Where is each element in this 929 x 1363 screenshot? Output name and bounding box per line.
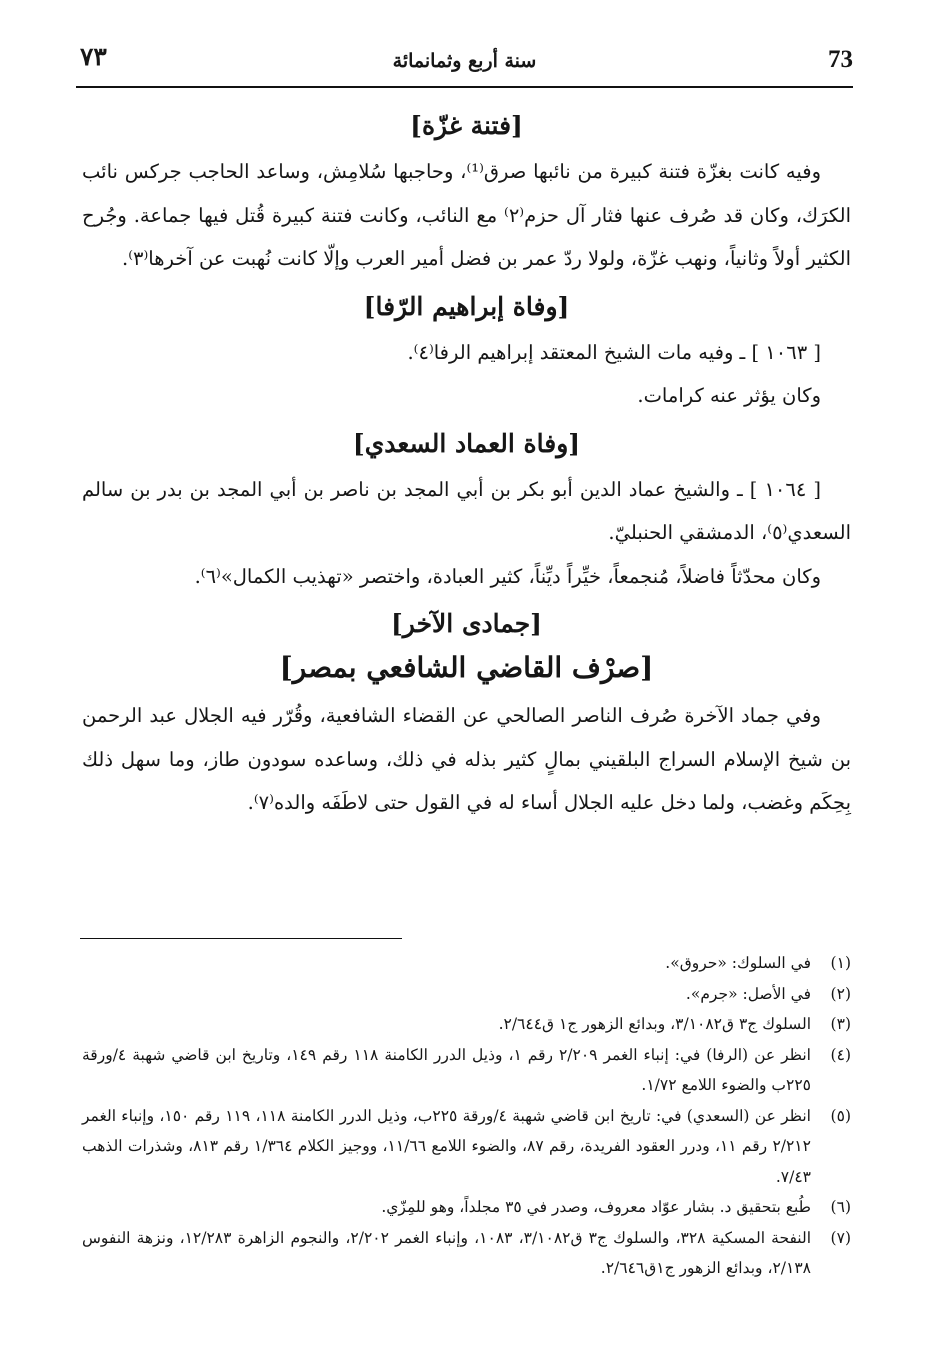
paragraph-ibrahim: وكان يؤثر عنه كرامات. — [637, 384, 821, 407]
footnote-number: (١) — [830, 954, 851, 972]
entry-1064: [ ١٠٦٤ ] ـ والشيخ عماد الدين أبو بكر بن أبي المجد بن ناصر بن أبي المجد بن بدر بن سالم السعدي⁽٥⁾، الدمشقي الحنبليّ. — [82, 477, 851, 544]
footnote-number: (٢) — [830, 984, 851, 1003]
footnote-text: انظر عن (الرفا) في: إنباء الغمر ٢/٢٠٩ رقم ١، وذيل الدرر الكامنة ١١٨ رقم ١٤٩، وتاريخ ابن قاضي شهبة ٤/ورقة ٢٢٥ب والضوء اللامع ١/٧٢. — [82, 1045, 811, 1094]
footnote-number: (٤) — [830, 1045, 851, 1064]
footnote-text: انظر عن (السعدي) في: تاريخ ابن قاضي شهبة ٤/ورقة ٢٢٥ب، وذيل الدرر الكامنة ١١٨، ١١٩ رقم ١٥٠، وإنباء الغمر ٢/٢١٢ رقم ١١، ودرر العقود الفريدة، رقم ٨٧، والضوء اللامع ١١/٦٦، ووجيز الكلام ١/٣٦٤ رقم ٨١٣، وشذرات الذهب ٧/٤٣. — [82, 1106, 811, 1186]
footnote-number: (٧) — [830, 1228, 851, 1247]
footnote-rule — [80, 938, 402, 939]
footnote — [82, 1009, 851, 1040]
section-heading-qadi: [صرْف القاضي الشافعي بمصر] — [279, 651, 654, 684]
page-number-arabic: ٧٣ — [80, 42, 107, 71]
footnote-text: طُبع بتحقيق د. بشار عوّاد معروف، وصدر في ٣٥ مجلداً، وهو للمِزّي. — [381, 1198, 811, 1216]
running-title: سنة أربع وثمانمائة — [392, 50, 537, 72]
section-heading-ibrahim: [وفاة إبراهيم الرّفا] — [363, 291, 570, 321]
paragraph-imad: وكان محدّثاً فاضلاً، مُنجمعاً، خيِّراً ديِّناً، كثير العبادة، واختصر «تهذيب الكمال»⁽٦⁾. — [194, 564, 821, 588]
header-rule — [76, 86, 853, 88]
footnote — [82, 1040, 851, 1101]
month-heading: [جمادى الآخر] — [390, 609, 543, 638]
section-heading-gaza: [فتنة غزّة] — [410, 111, 523, 140]
section-heading-imad: [وفاة العماد السعدي] — [352, 428, 581, 458]
entry-1063: [ ١٠٦٣ ] ـ وفيه مات الشيخ المعتقد إبراهيم الرفا⁽٤⁾. — [407, 340, 821, 364]
footnote-number: (٣) — [830, 1015, 851, 1033]
footnote-text: السلوك ج٣ ق٣/١٠٨٢، وبدائع الزهور ج١ ق٢/٦٤٤. — [498, 1015, 811, 1033]
footnotes — [82, 948, 851, 1284]
page-header — [76, 42, 853, 86]
main-text — [82, 100, 851, 825]
footnote-number: (٦) — [830, 1198, 851, 1216]
paragraph-qadi: وفي جماد الآخرة صُرف الناصر الصالحي عن القضاء الشافعية، وقُرّر فيه الجلال عبد الرحمن بن شيخ الإسلام السراج البلقيني بمالٍ كثير بذله في ذلك، وساعده سودون طاز، وما سهل ذلك بِحِكَم وغضب، ولما دخل عليه الجلال أساء له في القول حتى لاطَفَه والده⁽٧⁾. — [82, 704, 851, 814]
footnote — [82, 948, 851, 979]
footnote-number: (٥) — [830, 1106, 851, 1125]
footnote-text: في السلوك: «حروق». — [665, 954, 811, 972]
footnote-text: النفحة المسكية ٣٢٨، والسلوك ج٣ ق٣/١٠٨٢، ١٠٨٣، وإنباء الغمر ٢/٢٠٢، والنجوم الزاهرة ١٢/٢٨٣، ونزهة النفوس ٢/١٣٨، وبدائع الزهور ج١ق٢/٦٤٦. — [82, 1228, 812, 1277]
footnote — [82, 1101, 851, 1193]
paragraph-gaza: وفيه كانت بغزّة فتنة كبيرة من نائبها صرق⁽¹⁾، وحاجبها سُلامِش، وساعد الحاجب جركس نائب الكرَك، وكان قد صُرف عنها فثار آل حزم⁽٢⁾ مع النائب، وكانت فتنة كبيرة قُتل فيها جماعة. وجُرح الكثير أولاً وثانياً، ونهب غزّة، ولولا ردّ عمر بن فضل أمير العرب وإلّا كانت نُهبت عن آخرها⁽٣⁾. — [82, 160, 851, 270]
footnote — [82, 1192, 851, 1223]
footnote — [82, 1223, 851, 1284]
footnote — [82, 979, 851, 1010]
footnote-text: في الأصل: «جرم». — [685, 984, 811, 1003]
page-number-latin: 73 — [828, 46, 853, 73]
